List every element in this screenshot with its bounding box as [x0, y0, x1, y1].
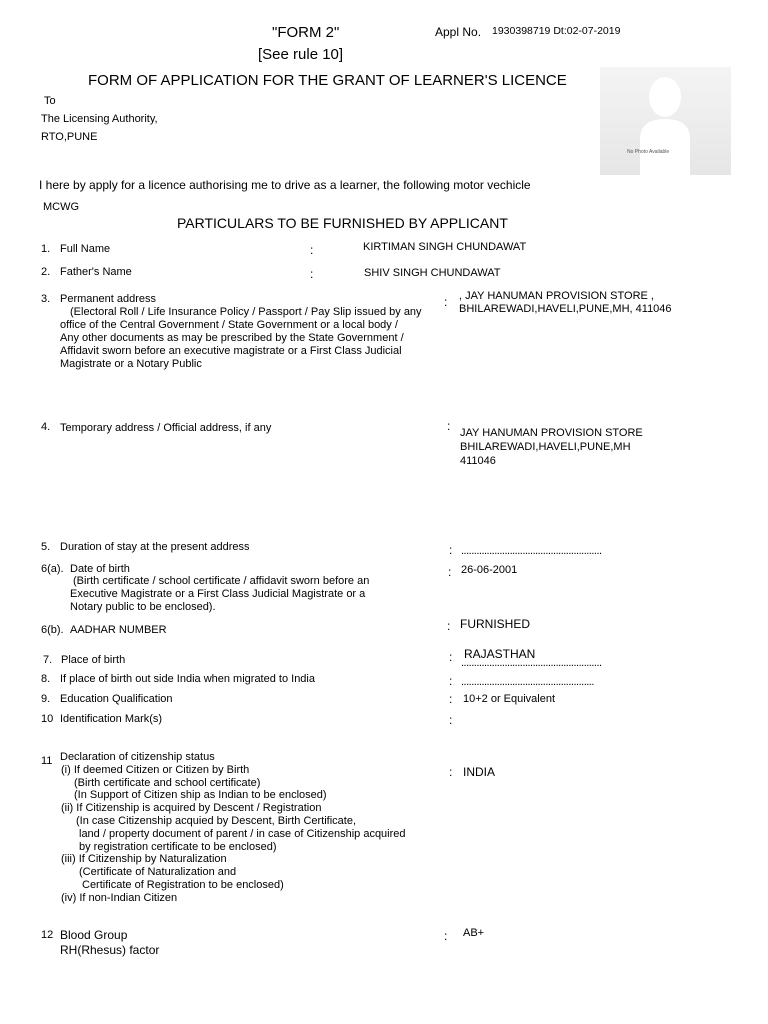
field-8-colon: : — [449, 674, 453, 688]
field-9-label: Education Qualification — [60, 693, 173, 705]
field-12-number: 12 — [41, 929, 54, 941]
field-2-label: Father's Name — [60, 266, 132, 278]
to-label: To — [44, 95, 56, 107]
field-8-number: 8. — [41, 673, 51, 685]
field-1-colon: : — [310, 243, 314, 257]
field-5-label: Duration of stay at the present address — [60, 541, 250, 553]
field-2-number: 2. — [41, 266, 51, 278]
field-6a-note: (Birth certificate / school certificate / affidavit sworn before an Executive Magistrate or a First Class Judicial Magistrate or a Notary public to be enclosed). — [70, 575, 370, 613]
field-7-colon: : — [449, 650, 453, 664]
citizenship-value: INDIA — [463, 765, 496, 779]
citizenship-declaration: Declaration of citizenship status (i) If deemed Citizen or Citizen by Birth (Birth certificate and school certificate) (In Support of Citizen ship as Indian to be enclosed) (ii) If Citizenship is acquired by Descent / Registration (In case Citizenship acquied by Descent, Birth Certificate, land / property document of parent / in case of Citizenship acquired by registration certificate to be enclosed) (iii) If Citizenship by Naturalization (Certificate of Naturalization and Certificate of Registration to be enclosed) (iv) If non-Indian Citizen — [60, 751, 406, 904]
form-title: FORM OF APPLICATION FOR THE GRANT OF LEARNER'S LICENCE — [88, 72, 567, 89]
vehicle-class: MCWG — [43, 201, 80, 213]
appl-no-label: Appl No. — [435, 25, 482, 39]
blood-group-value: AB+ — [463, 927, 485, 939]
field-11-number: 11 — [41, 755, 53, 767]
field-8-label: If place of birth out side India when migrated to India — [60, 673, 315, 685]
field-9-colon: : — [449, 692, 453, 706]
rto-office: RTO,PUNE — [41, 131, 98, 143]
field-2-colon: : — [310, 267, 314, 281]
field-5-number: 5. — [41, 541, 51, 553]
date-of-birth-value: 26-06-2001 — [461, 564, 518, 576]
field-6a-colon: : — [448, 565, 452, 579]
field-1-label: Full Name — [60, 243, 111, 255]
field-10-number: 10 — [41, 713, 54, 725]
field-6b-number: 6(b). — [41, 624, 64, 636]
fathers-name-value: SHIV SINGH CHUNDAWAT — [364, 267, 501, 279]
temporary-address-value: JAY HANUMAN PROVISION STORE BHILAREWADI,HAVELI,PUNE,MH 411046 — [460, 427, 643, 467]
licensing-authority: The Licensing Authority, — [41, 113, 158, 125]
person-silhouette-icon — [600, 67, 731, 175]
field-6a-number: 6(a). — [41, 563, 64, 575]
appl-no-value: 1930398719 Dt:02-07-2019 — [492, 25, 621, 37]
migration-value: .................................................... — [461, 676, 594, 688]
field-11-colon: : — [449, 765, 453, 779]
field-3-label: Permanent address — [60, 293, 156, 305]
field-3-number: 3. — [41, 293, 51, 305]
applicant-photo — [600, 67, 731, 175]
field-6a-label: Date of birth — [70, 563, 130, 575]
full-name-value: KIRTIMAN SINGH CHUNDAWAT — [363, 241, 527, 253]
field-3-colon: : — [444, 295, 448, 309]
photo-caption: No Photo Available — [627, 149, 670, 155]
field-7-label: Place of birth — [61, 654, 126, 666]
field-12-label-rh: RH(Rhesus) factor — [60, 943, 160, 957]
field-4-number: 4. — [41, 421, 51, 433]
field-5-colon: : — [449, 543, 453, 557]
place-of-birth-value: RAJASTHAN — [464, 647, 536, 661]
field-6b-label: AADHAR NUMBER — [70, 624, 167, 636]
field-6b-colon: : — [447, 619, 451, 633]
field-10-colon: : — [449, 713, 453, 727]
education-value: 10+2 or Equivalent — [463, 693, 556, 705]
aadhar-value: FURNISHED — [460, 617, 531, 631]
place-of-birth-dots: ....................................................... — [461, 657, 602, 669]
field-4-colon: : — [447, 419, 451, 433]
intro-statement: I here by apply for a licence authorising me to drive as a learner, the following motor vechicle — [39, 178, 531, 192]
duration-of-stay-value: ....................................................... — [461, 545, 602, 557]
field-4-label: Temporary address / Official address, if any — [60, 422, 272, 434]
field-1-number: 1. — [41, 243, 51, 255]
field-12-label: Blood Group — [60, 928, 128, 942]
section-heading: PARTICULARS TO BE FURNISHED BY APPLICANT — [177, 215, 508, 231]
field-9-number: 9. — [41, 693, 51, 705]
field-3-note: (Electoral Roll / Life Insurance Policy / Passport / Pay Slip issued by any office of the Central Government / State Government or a local body / Any other documents as may be prescribed by the State Government / Affidavit sworn before an executive magistrate or a First Class Judicial Magistrate or a Notary Public — [60, 306, 422, 370]
form-number: "FORM 2" — [272, 24, 340, 41]
field-12-colon: : — [444, 929, 448, 943]
field-7-number: 7. — [43, 654, 53, 666]
permanent-address-value: , JAY HANUMAN PROVISION STORE , BHILAREWADI,HAVELI,PUNE,MH, 411046 — [459, 290, 672, 315]
see-rule: [See rule 10] — [258, 46, 344, 63]
field-10-label: Identification Mark(s) — [60, 713, 163, 725]
